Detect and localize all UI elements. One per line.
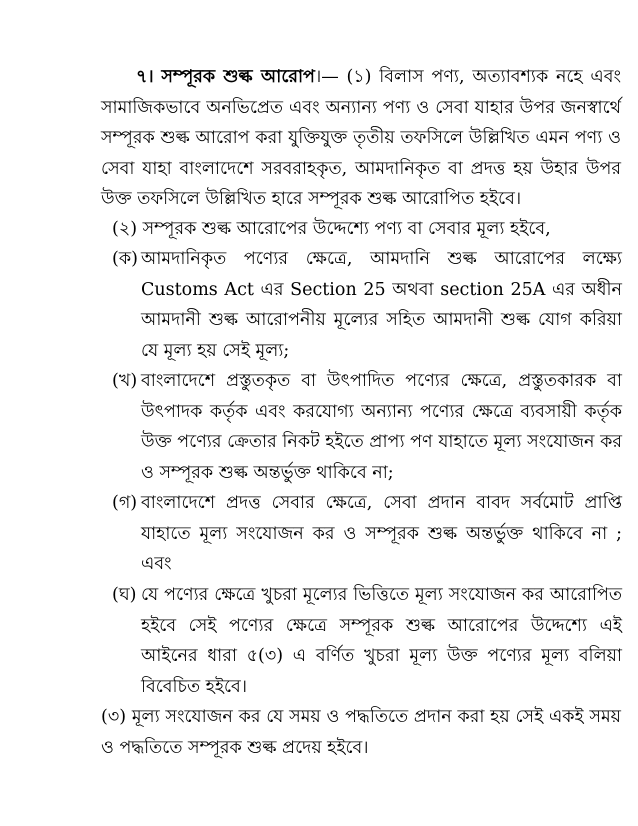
subsection-3-text: মূল্য সংযোজন কর যে সময় ও পদ্ধতিতে প্রদান করা হয় সেই একই সময় ও পদ্ধতিতে সম্পূরক শুল্ক প্রদেয় হইবে। <box>101 707 621 758</box>
clause-gha <box>112 580 622 702</box>
clause-ka-text: আমদানিকৃত পণ্যের ক্ষেত্রে, আমদানি শুল্ক আরোপের লক্ষ্যে Customs Act এর Section 25 অথবা section 25A এর অধীন আমদানী শুল্ক আরোপনীয় মূল্যের সহিত আমদানী শুল্ক যোগ করিয়া যে মূল্য হয় সেই মূল্য; <box>141 249 622 361</box>
clause-ka <box>112 244 622 366</box>
section-dash: ।— <box>314 67 339 87</box>
subsection-2 <box>112 214 622 245</box>
clause-ga <box>112 488 622 580</box>
clause-kha-marker: (খ) <box>112 371 138 391</box>
clause-gha-marker: (ঘ) <box>112 585 137 605</box>
clause-ga-text: বাংলাদেশে প্রদত্ত সেবার ক্ষেত্রে, সেবা প্রদান বাবদ সর্বমোট প্রাপ্তি যাহাতে মূল্য সংযোজন কর ও সম্পূরক শুল্ক অন্তর্ভুক্ত থাকিবে না ; এবং <box>141 493 622 574</box>
clause-kha <box>112 366 622 488</box>
subsection-2-text: সম্পূরক শুল্ক আরোপের উদ্দেশ্যে পণ্য বা সেবার মূল্য হইবে, <box>142 219 551 239</box>
clause-ka-marker: (ক) <box>112 249 138 269</box>
section-number: ৭। <box>136 67 154 87</box>
section-heading: সম্পূরক শুল্ক আরোপ <box>161 67 315 87</box>
clause-kha-text: বাংলাদেশে প্রস্তুতকৃত বা উৎপাদিত পণ্যের ক্ষেত্রে, প্রস্তুতকারক বা উৎপাদক কর্তৃক এবং করযোগ্য অন্যান্য পণ্যের ক্ষেত্রে ব্যবসায়ী কর্তৃক উক্ত পণ্যের ক্রেতার নিকট হইতে প্রাপ্য পণ যাহাতে মূল্য সংযোজন কর ও সম্পূরক শুল্ক অন্তর্ভুক্ত থাকিবে না; <box>141 371 622 483</box>
subsection-3 <box>101 702 621 763</box>
subsection-3-marker: (৩) <box>101 707 127 727</box>
clause-ga-marker: (গ) <box>112 493 138 513</box>
subsection-1-text: বিলাস পণ্য, অত্যাবশ্যক নহে এবং সামাজিকভাবে অনভিপ্রেত এবং অন্যান্য পণ্য ও সেবা যাহার উপর জনস্বার্থে সম্পূরক শুল্ক আরোপ করা যুক্তিযুক্ত তৃতীয় তফসিলে উল্লিখিত এমন পণ্য ও সেবা যাহা বাংলাদেশে সরবরাহকৃত, আমদানিকৃত বা প্রদত্ত হয় উহার উপর উক্ত তফসিলে উল্লিখিত হারে সম্পূরক শুল্ক আরোপিত হইবে। <box>101 67 621 209</box>
subsection-1-marker: (১) <box>346 67 372 87</box>
clause-gha-text: যে পণ্যের ক্ষেত্রে খুচরা মূল্যের ভিত্তিতে মূল্য সংযোজন কর আরোপিত হইবে সেই পণ্যের ক্ষেত্রে সম্পূরক শুল্ক আরোপের উদ্দেশ্যে এই আইনের ধারা ৫(৩) এ বর্ণিত খুচরা মূল্য উক্ত পণ্যের মূল্য বলিয়া বিবেচিত হইবে। <box>141 585 622 697</box>
subsection-2-marker: (২) <box>112 219 138 239</box>
section-7-paragraph <box>101 62 621 215</box>
